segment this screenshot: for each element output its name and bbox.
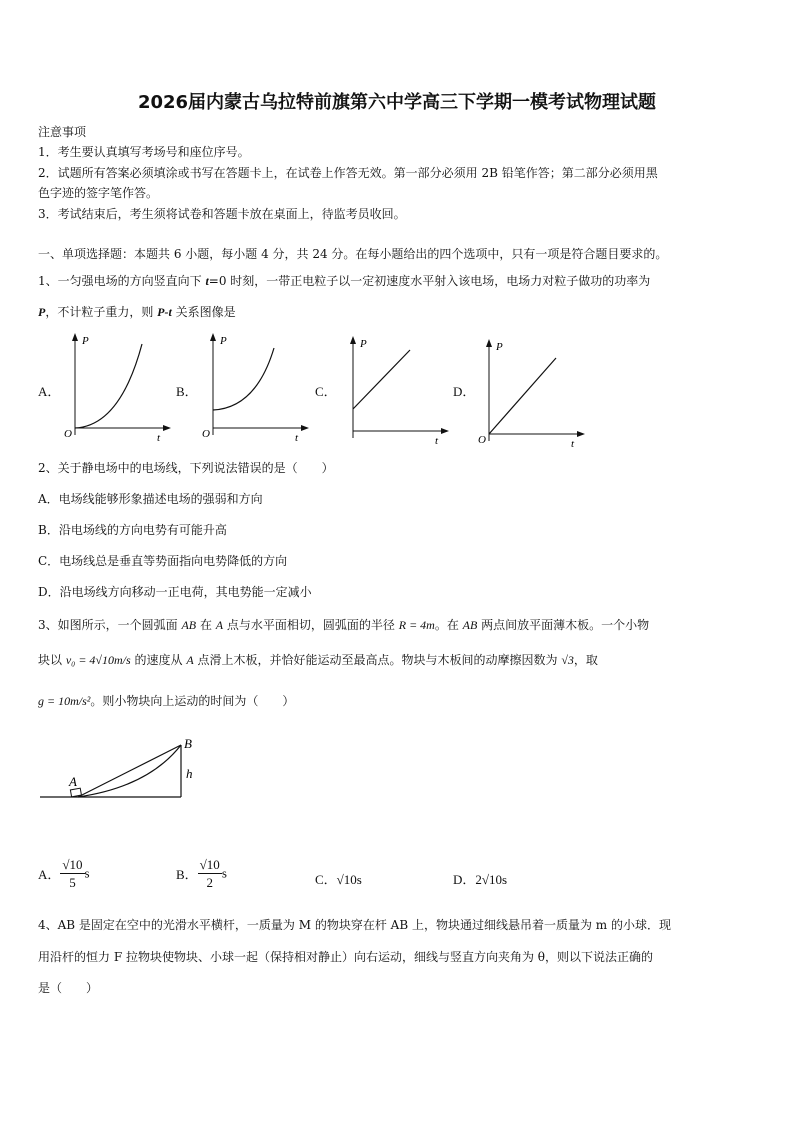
q1-option-a-label: A． — [38, 384, 61, 399]
q1-var-p: P — [38, 305, 46, 319]
q3-text: 的速度从 — [130, 653, 187, 667]
height-label: h — [186, 766, 193, 781]
fraction-denominator: 5 — [69, 875, 76, 890]
q3-stem-line2 — [38, 651, 598, 668]
q1-graph-d — [474, 336, 589, 451]
q3-option-a-fraction — [60, 858, 84, 889]
unit: s — [84, 865, 90, 881]
fraction-denominator: 2 — [206, 875, 213, 890]
q1-text: 关系图像是 — [171, 305, 236, 319]
q3-option-c-value: √10s — [336, 872, 362, 887]
q3-option-a — [38, 858, 90, 889]
fraction-numerator: √10 — [62, 857, 83, 872]
q3-var-ab: AB — [181, 618, 197, 632]
axis-label-p: P — [496, 341, 503, 353]
curve-offset — [213, 348, 274, 410]
q3-text: 点与水平面相切，圆弧面的半径 — [223, 618, 399, 632]
y-axis-arrow — [350, 336, 356, 344]
q3-velocity: v₀ = 4√10m/s — [65, 653, 131, 667]
q3-stem-line1 — [38, 616, 649, 633]
axis-label-p: P — [360, 338, 367, 350]
y-axis-arrow — [486, 339, 492, 347]
q3-text: 。则小物块向上运动的时间为（ ） — [90, 694, 295, 708]
q1-graph-b — [198, 330, 313, 445]
x-axis-arrow — [163, 425, 171, 431]
q1-stem-line1 — [38, 272, 650, 289]
notice-item: 1．考生要认真填写考场号和座位序号。 — [38, 145, 250, 159]
q1-var-pt: P-t — [157, 305, 172, 319]
line-through-origin — [489, 358, 556, 434]
axis-label-t: t — [435, 435, 439, 447]
q3-option-b-label: B． — [176, 867, 198, 882]
x-axis-arrow — [441, 428, 449, 434]
x-axis-arrow — [577, 431, 585, 437]
q1-option-d-label: D． — [453, 384, 476, 399]
q3-figure — [38, 732, 208, 804]
q3-stem-line3 — [38, 692, 294, 709]
axis-label-p: P — [82, 335, 89, 347]
q3-gravity: g = 10m/s² — [38, 694, 91, 708]
notice-item: 3．考试结束后，考生须将试卷和答题卡放在桌面上，待监考员收回。 — [38, 207, 406, 221]
x-axis-arrow — [301, 425, 309, 431]
q3-text: 两点间放平面薄木板。一个小物 — [477, 618, 650, 632]
board-line — [78, 745, 181, 797]
q1-option-c-label: C． — [315, 384, 337, 399]
axis-label-t: t — [295, 432, 299, 444]
q1-stem-line2 — [38, 303, 236, 320]
fraction-numerator: √10 — [199, 857, 220, 872]
q3-text: 3、如图所示，一个圆弧面 — [38, 618, 182, 632]
q3-option-b-fraction — [198, 858, 222, 889]
section-heading: 一、单项选择题：本题共 6 小题，每小题 4 分，共 24 分。在每小题给出的四个选项中，只有一项是符合题目要求的。 — [38, 247, 668, 261]
q3-option-b — [176, 858, 227, 889]
y-axis-arrow — [72, 333, 78, 341]
origin-label: O — [478, 434, 486, 446]
q3-option-a-label: A． — [38, 867, 61, 882]
q1-graph-c — [338, 333, 453, 448]
q4-stem-line3: 是（ ） — [38, 981, 99, 995]
notice-item: 色字迹的签字笔作答。 — [38, 186, 159, 200]
axis-label-p: P — [220, 335, 227, 347]
page-title: 2026届内蒙古乌拉特前旗第六中学高三下学期一模考试物理试题 — [137, 92, 657, 113]
point-b-label: B — [184, 736, 192, 751]
q3-text: ，取 — [573, 653, 598, 667]
q3-option-d — [453, 869, 507, 888]
origin-label: O — [202, 428, 210, 440]
q3-option-d-value: 2√10s — [475, 872, 508, 887]
q3-text: 。在 — [434, 618, 463, 632]
unit: s — [221, 865, 227, 881]
point-a-label: A — [69, 774, 77, 789]
q3-var-ab: AB — [462, 618, 478, 632]
q4-stem-line2: 用沿杆的恒力 F 拉物块使物块、小球一起（保持相对静止）向右运动，细线与竖直方向夹角为 θ，则以下说法正确的 — [38, 950, 653, 964]
q3-option-c — [315, 869, 362, 888]
q2-option-b: B．沿电场线的方向电势有可能升高 — [38, 523, 227, 537]
q2-option-d: D．沿电场线方向移动一正电荷，其电势能一定减小 — [38, 585, 312, 599]
q3-text: 在 — [196, 618, 216, 632]
q3-var-a: A — [186, 653, 194, 667]
axis-label-t: t — [571, 438, 575, 450]
q1-graph-a — [60, 330, 175, 445]
q1-option-b-label: B． — [176, 384, 198, 399]
q1-text: 1、一匀强电场的方向竖直向下 — [38, 274, 206, 288]
q3-text: 点滑上木板，并恰好能运动至最高点。物块与木板间的动摩擦因数为 — [193, 653, 562, 667]
y-axis-arrow — [210, 333, 216, 341]
q3-text: 块以 — [38, 653, 66, 667]
q2-option-a: A．电场线能够形象描述电场的强弱和方向 — [38, 492, 263, 506]
q3-friction: √3 — [561, 653, 574, 667]
q2-stem: 2、关于静电场中的电场线，下列说法错误的是（ ） — [38, 461, 334, 475]
q3-var-a: A — [215, 618, 224, 632]
line-with-intercept — [353, 350, 410, 409]
block — [70, 788, 81, 797]
q1-text: =0 时刻，一带正电粒子以一定初速度水平射入该电场，电场力对粒子做功的功率为 — [208, 274, 651, 288]
q2-option-c: C．电场线总是垂直等势面指向电势降低的方向 — [38, 554, 288, 568]
notice-heading: 注意事项 — [38, 125, 87, 139]
q3-radius: R = 4m — [398, 618, 435, 632]
q1-var-t: t — [205, 274, 209, 288]
q3-option-c-label: C． — [315, 872, 337, 887]
q3-option-d-label: D． — [453, 872, 476, 887]
curve-parabola — [75, 344, 142, 428]
axis-label-t: t — [157, 432, 161, 444]
origin-label: O — [64, 428, 72, 440]
notice-item: 2．试题所有答案必须填涂或书写在答题卡上，在试卷上作答无效。第一部分必须用 2B 铅笔作答；第二部分必须用黑 — [38, 166, 658, 180]
q1-text: ，不计粒子重力，则 — [45, 305, 158, 319]
q4-stem-line1: 4、AB 是固定在空中的光滑水平横杆，一质量为 M 的物块穿在杆 AB 上，物块通过细线悬吊着一质量为 m 的小球．现 — [38, 918, 671, 932]
